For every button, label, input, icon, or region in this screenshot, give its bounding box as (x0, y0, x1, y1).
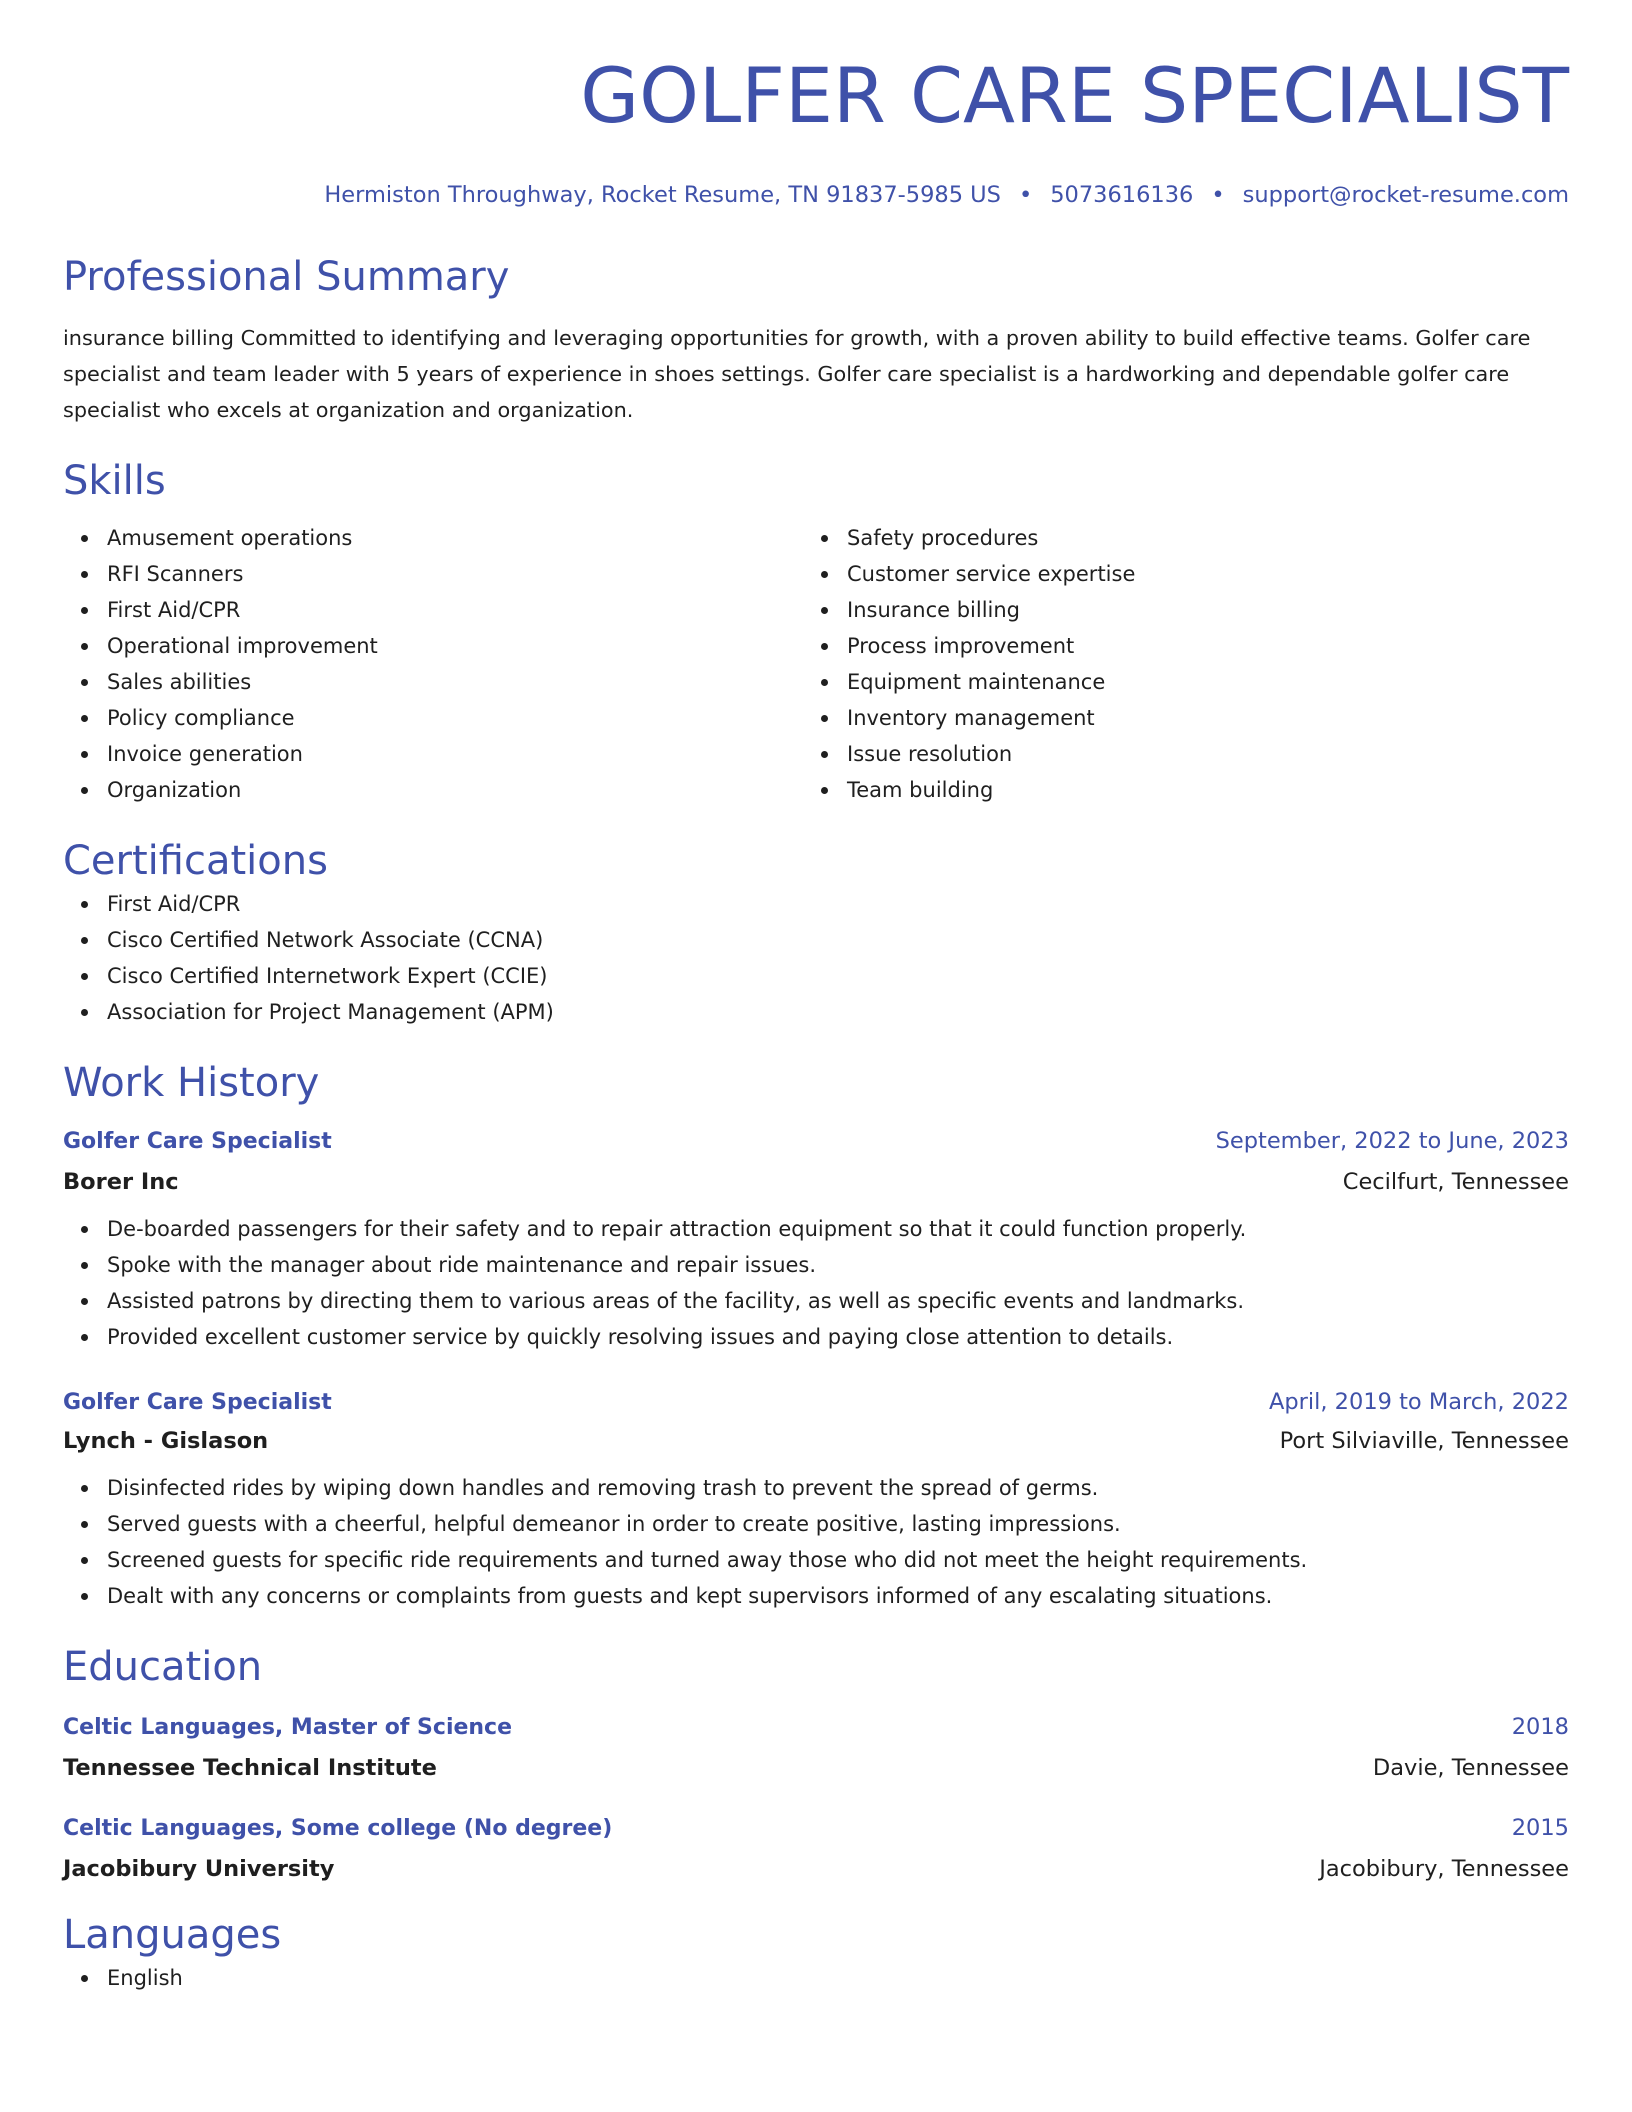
education-degree-row (63, 1712, 1569, 1743)
skill-item: Customer service expertise (847, 556, 1543, 592)
job-duty: Assisted patrons by directing them to various areas of the facility, as well as specific events and landmarks. (107, 1283, 1569, 1319)
education-location: Jacobibury, Tennessee (1319, 1856, 1569, 1882)
summary-heading: Professional Summary (63, 254, 510, 300)
certifications-heading: Certifications (63, 838, 328, 884)
job-duty: Served guests with a cheerful, helpful demeanor in order to create positive, lasting impressions. (107, 1506, 1569, 1542)
contact-separator: • (1018, 182, 1033, 208)
skills-heading: Skills (63, 458, 166, 504)
summary-text: insurance billing Committed to identifying and leveraging opportunities for growth, with a proven ability to build effective teams. Golfer care specialist and team leader with 5 years of experience in shoes settings. Golfer care specialist is a hardworking and dependable golfer care specialist who excels at organization and organization. (63, 326, 1531, 422)
skill-item: Amusement operations (107, 520, 803, 556)
work-history-section (63, 1058, 1569, 1614)
job-dates: September, 2022 to June, 2023 (1215, 1128, 1569, 1154)
job-location: Cecilfurt, Tennessee (1342, 1169, 1569, 1195)
resume-header (63, 48, 1569, 210)
contact-separator: • (1211, 182, 1225, 208)
job-location: Port Silviaville, Tennessee (1279, 1428, 1569, 1454)
education-section (63, 1642, 1569, 1884)
contact-line (63, 180, 1569, 210)
skill-item: Safety procedures (847, 520, 1543, 556)
education-degree-row (63, 1813, 1569, 1844)
education-school-row (63, 1854, 1569, 1884)
certification-item: Cisco Certified Network Associate (CCNA) (107, 922, 1569, 958)
contact-address: Hermiston Throughway, Rocket Resume, TN 91837-5985 US (324, 182, 1001, 208)
job-role: Golfer Care Specialist (63, 1129, 332, 1154)
education-location: Davie, Tennessee (1372, 1755, 1569, 1781)
job-duty: Dealt with any concerns or complaints from guests and kept supervisors informed of any escalating situations. (107, 1578, 1569, 1614)
skill-item: Invoice generation (107, 736, 803, 772)
skill-item: Insurance billing (847, 592, 1543, 628)
skill-item: RFI Scanners (107, 556, 803, 592)
education-degree: Celtic Languages, Master of Science (63, 1715, 513, 1740)
contact-email: support@rocket-resume.com (1242, 182, 1569, 208)
education-degree: Celtic Languages, Some college (No degree) (63, 1816, 613, 1841)
job-dates: April, 2019 to March, 2022 (1268, 1389, 1569, 1415)
languages-section (63, 1910, 1569, 1996)
language-item: English (107, 1960, 1569, 1996)
certification-item: Association for Project Management (APM) (107, 994, 1569, 1030)
certification-item: Cisco Certified Internetwork Expert (CCIE) (107, 958, 1569, 994)
job-entry (63, 1126, 1569, 1355)
skills-list-left (63, 520, 803, 808)
education-school: Tennessee Technical Institute (63, 1755, 437, 1781)
certification-item: First Aid/CPR (107, 886, 1569, 922)
job-duty: De-boarded passengers for their safety and to repair attraction equipment so that it could function properly. (107, 1211, 1569, 1247)
skill-item: Process improvement (847, 628, 1543, 664)
job-duty: Provided excellent customer service by quickly resolving issues and paying close attention to details. (107, 1319, 1569, 1355)
job-company: Borer Inc (63, 1169, 179, 1195)
certifications-section (63, 836, 1569, 1030)
job-title-row (63, 1126, 1569, 1157)
skill-item: Sales abilities (107, 664, 803, 700)
job-title-row (63, 1387, 1569, 1418)
education-entry (63, 1813, 1569, 1884)
skill-item: Inventory management (847, 700, 1543, 736)
skills-section (63, 456, 1569, 808)
job-role: Golfer Care Specialist (63, 1390, 332, 1415)
candidate-title: GOLFER CARE SPECIALIST (580, 51, 1569, 140)
job-duty: Spoke with the manager about ride maintenance and repair issues. (107, 1247, 1569, 1283)
skill-item: Policy compliance (107, 700, 803, 736)
education-heading: Education (63, 1644, 263, 1690)
job-entry (63, 1387, 1569, 1614)
certifications-list (63, 886, 1569, 1030)
skills-column-right (803, 520, 1543, 808)
languages-list (63, 1960, 1569, 1996)
skill-item: First Aid/CPR (107, 592, 803, 628)
skills-grid (63, 520, 1569, 808)
job-duties-list (63, 1211, 1569, 1355)
education-school: Jacobibury University (63, 1856, 335, 1882)
skill-item: Team building (847, 772, 1543, 808)
job-duties-list (63, 1470, 1569, 1614)
contact-phone: 5073616136 (1050, 182, 1194, 208)
skills-column-left (63, 520, 803, 808)
languages-heading: Languages (63, 1912, 282, 1958)
job-company: Lynch - Gislason (63, 1428, 269, 1454)
job-company-row (63, 1426, 1569, 1456)
skills-list-right (803, 520, 1543, 808)
education-school-row (63, 1753, 1569, 1783)
skill-item: Equipment maintenance (847, 664, 1543, 700)
education-entry (63, 1712, 1569, 1783)
education-year: 2015 (1511, 1815, 1569, 1841)
skill-item: Issue resolution (847, 736, 1543, 772)
work-history-heading: Work History (63, 1060, 320, 1106)
job-duty: Disinfected rides by wiping down handles and removing trash to prevent the spread of germs. (107, 1470, 1569, 1506)
skill-item: Operational improvement (107, 628, 803, 664)
job-company-row (63, 1167, 1569, 1197)
summary-section (63, 252, 1569, 428)
education-year: 2018 (1511, 1714, 1569, 1740)
skill-item: Organization (107, 772, 803, 808)
job-duty: Screened guests for specific ride requirements and turned away those who did not meet the height requirements. (107, 1542, 1569, 1578)
